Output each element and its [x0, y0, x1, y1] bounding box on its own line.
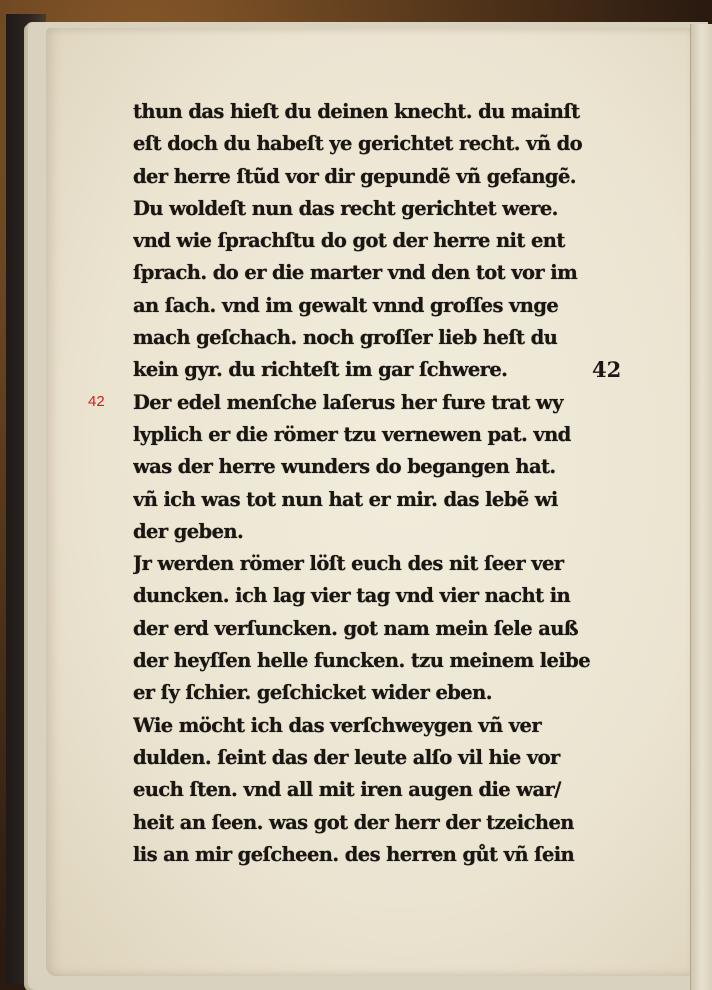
text-line: lyplich er die römer tzu vernewen pat. vnd [133, 422, 571, 446]
text-line: was der herre wunders do begangen hat. [133, 455, 556, 479]
text-line: Der edel menſche laſerus her fure trat wy [133, 390, 563, 414]
text-line: Jr werden römer löſt euch des nit ſeer ver [133, 552, 564, 576]
text-line: Du woldeſt nun das recht gerichtet were. [133, 196, 558, 220]
text-line: vnd wie ſprachſtu do got der herre nit ent [133, 229, 565, 253]
facing-page-edge [690, 24, 712, 990]
text-line: an ſach. vnd im gewalt vnnd groſſes vnge [133, 293, 559, 317]
text-line: dulden. ſeint das der leute alſo vil hie vor [133, 745, 560, 769]
text-line: er ſy ſchier. geſchicket wider eben. [133, 681, 492, 705]
text-line: mach geſchach. noch groſſer lieb heſt du [133, 326, 558, 350]
text-line: der erd verſuncken. got nam mein ſele auß [133, 616, 579, 640]
text-line: ſprach. do er die marter vnd den tot vor im [133, 261, 578, 285]
text-line: duncken. ich lag vier tag vnd vier nacht in [133, 584, 571, 608]
text-line: lis an mir geſcheen. des herren gůt vñ ſein [133, 842, 575, 866]
text-line: kein gyr. du richteſt im gar ſchwere. [133, 358, 508, 382]
text-line: vñ ich was tot nun hat er mir. das lebẽ wi [133, 487, 558, 511]
text-line: der heyſſen helle funcken. tzu meinem leibe [133, 649, 591, 673]
text-line: thun das hieſt du deinen knecht. du mainſt [133, 100, 580, 123]
text-line: heit an ſeen. was got der herr der tzeichen [133, 810, 574, 834]
text-block [133, 96, 633, 871]
text-line: eſt doch du habeſt ye gerichtet recht. vñ do [133, 132, 583, 156]
text-line: Wie möcht ich das verſchweygen vñ ver [133, 713, 542, 737]
text-line: euch ſten. vnd all mit iren augen die war/ [133, 778, 561, 802]
text-line: der geben. [133, 519, 244, 543]
inline-page-number: 42 [592, 357, 622, 382]
margin-page-number: 42 [88, 393, 105, 410]
text-line: der herre ſtũd vor dir gepundẽ vñ gefangẽ. [133, 164, 576, 188]
